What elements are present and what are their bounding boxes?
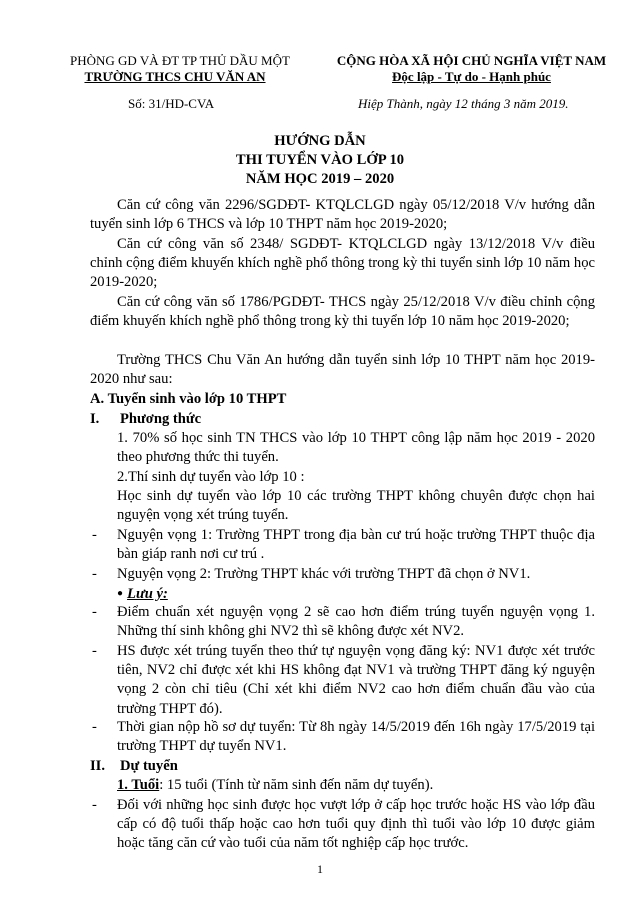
wish-1: Nguyện vọng 1: Trường THPT trong địa bàn cư trú hoặc trường THPT thuộc địa bàn giáp ranh nơi cư trú . xyxy=(117,527,595,563)
doc-title-line1: HƯỚNG DẪN xyxy=(274,133,366,149)
dash-nv1: - xyxy=(92,527,97,543)
document-number: Số: 31/HD-CVA xyxy=(128,96,215,111)
method-item-2-heading: 2.Thí sinh dự tuyển vào lớp 10 : xyxy=(117,469,305,485)
age-label: 1. Tuổi xyxy=(117,777,160,793)
section-1-number: I. xyxy=(90,411,100,427)
age-line xyxy=(117,776,433,795)
dash-note-2: - xyxy=(92,643,97,659)
section-2-number: II. xyxy=(90,758,106,774)
preamble-2: Căn cứ công văn số 2348/ SGDĐT- KTQLCLGD ngày 13/12/2018 V/v điều chỉnh cộng điểm khuyến khích nghề phổ thông trong kỳ thi tuyển sinh lớp 10 năm học 2019-2020; xyxy=(90,236,595,291)
doc-title-line3: NĂM HỌC 2019 – 2020 xyxy=(245,171,395,187)
national-motto: Độc lập - Tự do - Hạnh phúc xyxy=(392,69,551,84)
section-a-heading: A. Tuyển sinh vào lớp 10 THPT xyxy=(90,391,287,407)
section-2-title: Dự tuyển xyxy=(120,758,178,774)
preamble-3: Căn cứ công văn số 1786/PGDĐT- THCS ngày 25/12/2018 V/v điều chỉnh cộng điểm khuyến khích nghề phổ thông trong kỳ thi tuyển lớp 10 năm học 2019-2020; xyxy=(90,294,595,330)
method-item-1: 1. 70% số học sinh TN THCS vào lớp 10 THPT công lập năm học 2019 - 2020 theo phương thức thi tuyển. xyxy=(117,430,595,466)
doc-title-line2: THI TUYỂN VÀO LỚP 10 xyxy=(235,152,405,168)
place-date: Hiệp Thành, ngày 12 tháng 3 năm 2019. xyxy=(358,96,569,111)
dash-age-note: - xyxy=(92,797,97,813)
preamble-1: Căn cứ công văn 2296/SGDĐT- KTQLCLGD ngày 05/12/2018 V/v hướng dẫn tuyển sinh lớp 6 THCS và lớp 10 THPT năm học 2019-2020; xyxy=(90,197,595,233)
national-title: CỘNG HÒA XÃ HỘI CHỦ NGHĨA VIỆT NAM xyxy=(336,53,607,68)
dash-nv2: - xyxy=(92,566,97,582)
note-2: HS được xét trúng tuyển theo thứ tự nguyện vọng đăng ký: NV1 được xét trước tiên, NV2 chỉ được xét khi HS không đạt NV1 và trường THPT đăng ký nguyện vọng 2 còn chỉ tiêu (Chỉ xét khi điểm NV2 cao hơn điểm chuẩn đầu vào của trường THPT đó). xyxy=(117,643,595,717)
note-label: Lưu ý: xyxy=(127,586,168,602)
preamble-4: Trường THCS Chu Văn An hướng dẫn tuyển sinh lớp 10 THPT năm học 2019-2020 như sau: xyxy=(90,352,595,388)
wish-2: Nguyện vọng 2: Trường THPT khác với trường THPT đã chọn ở NV1. xyxy=(117,566,531,582)
dash-note-3: - xyxy=(92,719,97,735)
bullet-icon: ● xyxy=(117,588,124,599)
section-1-title: Phương thức xyxy=(120,411,202,427)
department-name: PHÒNG GD VÀ ĐT TP THỦ DẦU MỘT xyxy=(70,53,290,68)
page-number: 1 xyxy=(317,862,323,876)
school-name: TRƯỜNG THCS CHU VĂN AN xyxy=(84,69,266,84)
note-1: Điểm chuẩn xét nguyện vọng 2 sẽ cao hơn điểm trúng tuyển nguyện vọng 1. Những thí sinh không ghi NV2 thì sẽ không được xét NV2. xyxy=(117,604,595,640)
note-3: Thời gian nộp hồ sơ dự tuyển: Từ 8h ngày 14/5/2019 đến 16h ngày 17/5/2019 tại trường THPT dự tuyển NV1. xyxy=(117,719,595,755)
age-text: : 15 tuổi (Tính từ năm sinh đến năm dự tuyển). xyxy=(159,777,434,793)
dash-note-1: - xyxy=(92,604,97,620)
note-heading xyxy=(117,584,168,604)
age-note: Đối với những học sinh được học vượt lớp ở cấp học trước hoặc HS vào lớp đầu cấp có độ tuổi thấp hoặc cao hơn tuổi quy định thì tuổi vào lớp 10 được giảm hoặc tăng căn cứ vào tuổi của năm tốt nghiệp cấp học trước. xyxy=(117,797,595,852)
method-item-2-body: Học sinh dự tuyển vào lớp 10 các trường THPT không chuyên được chọn hai nguyện vọng xét trúng tuyển. xyxy=(117,488,595,524)
